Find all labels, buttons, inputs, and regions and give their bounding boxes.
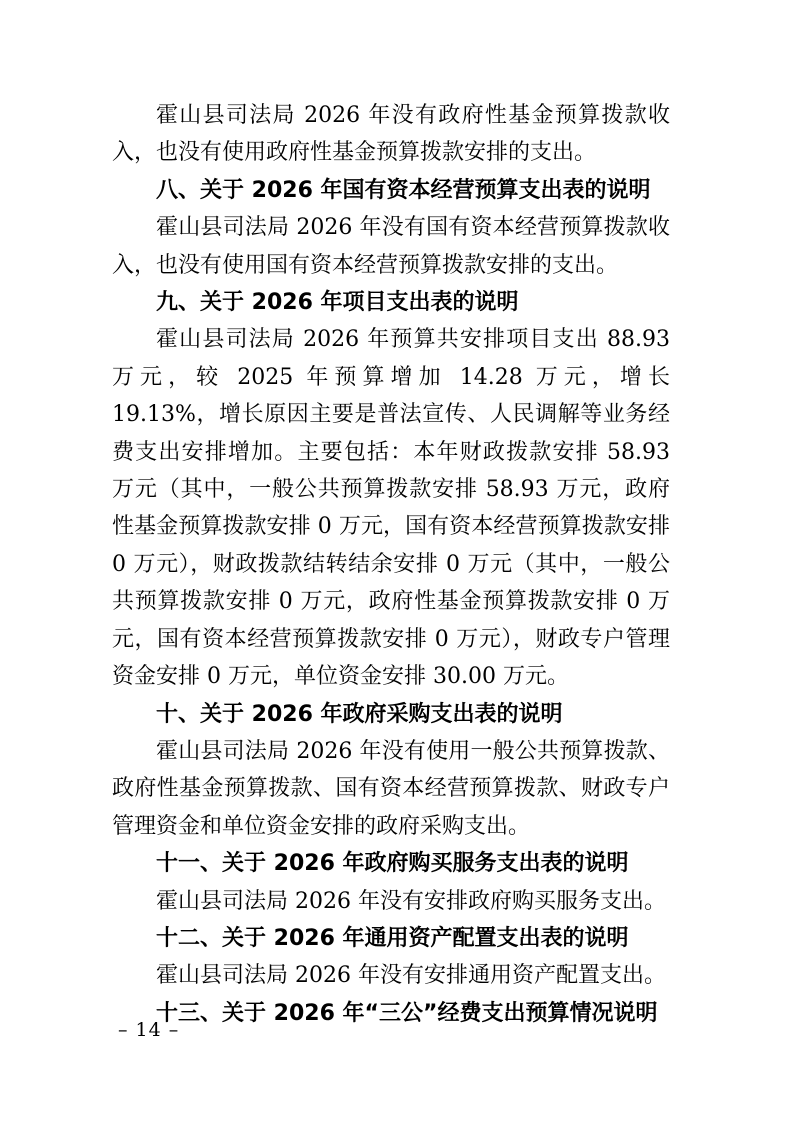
paragraph-general-asset-allocation: 霍山县司法局 2026 年没有安排通用资产配置支出。 [156, 963, 666, 989]
page-number: – 14 – [118, 1019, 180, 1041]
paragraph-gov-purchased-services: 霍山县司法局 2026 年没有安排政府购买服务支出。 [156, 888, 666, 914]
heading-sec11-gov-purchased-services: 十一、关于 2026 年政府购买服务支出表的说明 [156, 851, 629, 877]
heading-sec12-general-asset-allocation: 十二、关于 2026 年通用资产配置支出表的说明 [156, 925, 629, 951]
paragraph-state-capital-budget: 霍山县司法局 2026 年没有国有资本经营预算拨款收入，也没有使用国有资本经营预算拨款安排的支出。 [112, 215, 670, 278]
paragraph-project-expenditure: 霍山县司法局 2026 年预算共安排项目支出 88.93 万元，较 2025 年预算增加 14.28 万元，增长 19.13%，增长原因主要是普法宣传、人民调解等业务经费支出安排增加。主要包括：本年财政拨款安排 58.93 万元（其中，一般公共预算拨款安排 58.93 万元，政府性基金预算拨款安排 0 万元，国有资本经营预算拨款安排 0 万元），财政拨款结转结余安排 0 万元（其中，一般公共预算拨款安排 0 万元，政府性基金预算拨款安排 0 万元，国有资本经营预算拨款安排 0 万元），财政专户管理资金安排 0 万元，单位资金安排 30.00 万元。 [112, 327, 670, 690]
heading-sec8-state-capital-budget: 八、关于 2026 年国有资本经营预算支出表的说明 [156, 177, 651, 203]
heading-sec10-gov-procurement: 十、关于 2026 年政府采购支出表的说明 [156, 701, 563, 727]
heading-sec13-three-public-funds: 十三、关于 2026 年“三公”经费支出预算情况说明 [156, 1000, 658, 1026]
paragraph-gov-procurement: 霍山县司法局 2026 年没有使用一般公共预算拨款、政府性基金预算拨款、国有资本经营预算拨款、财政专户管理资金和单位资金安排的政府采购支出。 [112, 738, 670, 839]
paragraph-gov-fund-budget: 霍山县司法局 2026 年没有政府性基金预算拨款收入，也没有使用政府性基金预算拨款安排的支出。 [112, 103, 670, 166]
document-content [112, 97, 670, 1032]
heading-sec9-project-expenditure: 九、关于 2026 年项目支出表的说明 [156, 290, 519, 316]
